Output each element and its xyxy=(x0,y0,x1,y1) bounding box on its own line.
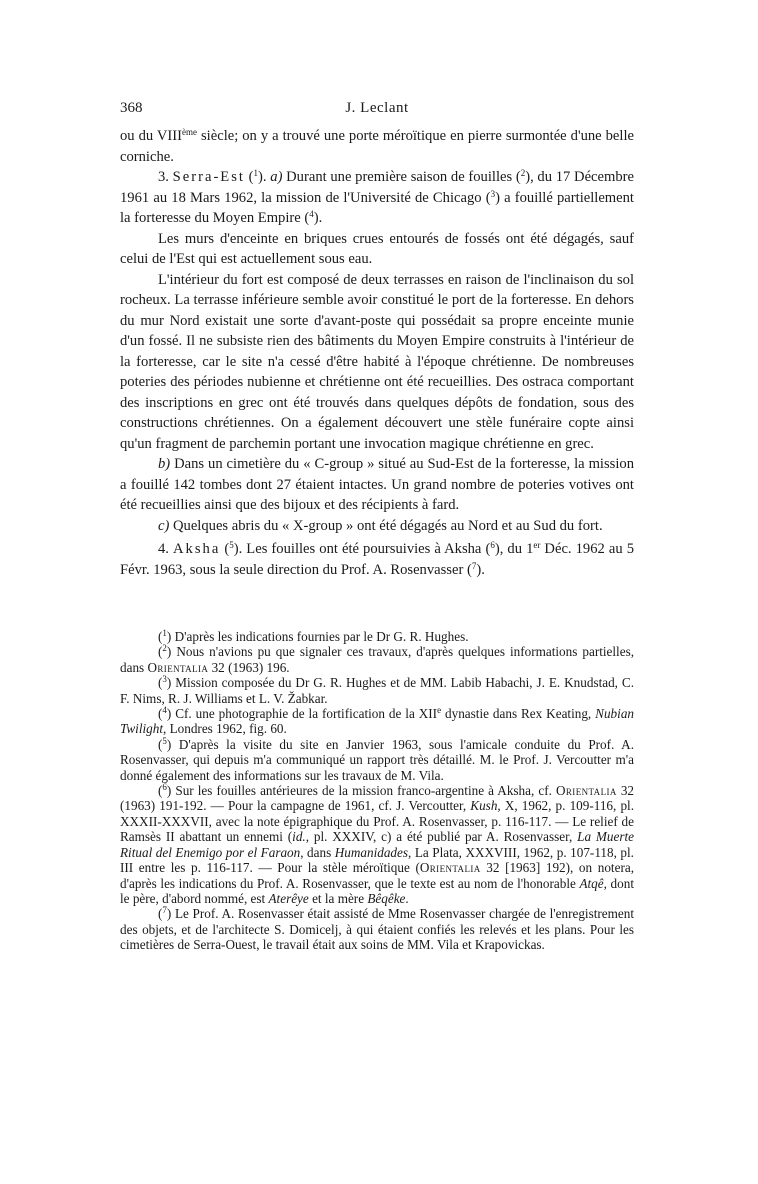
footnote-ref: 5 xyxy=(229,540,234,550)
paragraph-aksha: 4. Aksha ($^5$). Les fouilles ont été poursuivies à Aksha ($^6$), du 1er Déc. 1962 au 5 Févr. 1963, sous la seule direction du Prof. A. Rosenvasser ($^7$). xyxy=(120,540,635,578)
page-number: 368 xyxy=(120,100,143,116)
paragraph-walls: Les murs d'enceinte en briques crues entourés de fossés ont été dégagés, sauf celui de l'Est qui est actuellement sous eau. xyxy=(120,230,634,267)
footnote-ref: 2 xyxy=(520,168,526,178)
footnote-4: ($^4$) Cf. une photographie de la fortification de la XIIe dynastie dans Rex Keating, Nubian Twilight, Londres 1962, fig. 60. xyxy=(120,705,635,737)
footnote-ref: 1 xyxy=(253,168,259,178)
main-text xyxy=(120,126,634,580)
paragraph-serra-est: 3. Serra-Est ($^1$). a) Durant une première saison de fouilles ($^2$), du 17 Décembre 1961 au 18 Mars 1962, la mission de l'Université de Chicago ($^3$) a fouillé partiellement la forteresse du Moyen Empire ($^4$). xyxy=(120,168,634,226)
page-header xyxy=(120,100,634,124)
footnote-3: ($^3$) Mission composée du Dr G. R. Hughes et de MM. Labib Habachi, J. E. Knudstad, C. F. Nims, R. J. Williams et L. V. Žabkar. xyxy=(120,674,634,706)
footnote-1: ($^1$) D'après les indications fournies par le Dr G. R. Hughes. xyxy=(158,628,469,644)
footnote-7: ($^7$) Le Prof. A. Rosenvasser était assisté de Mme Rosenvasser chargée de l'enregistrement des objets, et de l'architecte S. Domicelj, à qui étaient confiés les relevés et les plans. Pour les cimetières de Serra-Ouest, le travail était aux soins de MM. Vila et Krapovickas. xyxy=(120,905,634,953)
footnote-ref: 4 xyxy=(309,209,314,219)
footnote-5: ($^5$) D'après la visite du site en Janvier 1963, sous l'amicale conduite du Prof. A. Rosenvasser, qui depuis m'a communiqué un rapport très détaillé. M. le Prof. J. Vercoutter m'a donné également des informations sur les travaux de M. Vila. xyxy=(120,735,634,783)
footnote-6: ($^6$) Sur les fouilles antérieures de la mission franco-argentine à Aksha, cf. Orientalia 32 (1963) 191-192. — Pour la campagne de 1961, cf. J. Vercoutter, Kush, X, 1962, p. 109-116, pl. XXXII-XXXVII, avec la note épigraphique du Prof. A. Rosenvasser, p. 116-117. — Le relief de Ramsès II abattant un ennemi (id., pl. XXXIV, c) a été publié par A. Rosenvasser, La Muerte Ritual del Enemigo por el Faraon, dans Humanidades, La Plata, XXXVIII, 1962, p. 107-118, pl. III entre les p. 116-117. — Pour la stèle méroïtique (Orientalia 32 [1963] 192), on notera, d'après les indications du Prof. A. Rosenvasser, que le texte est au nom de l'honorable Atqê, dont le père, d'abord nommé, est Aterêye et la mère Bêqêke. xyxy=(120,782,635,906)
paragraph-continuation: ou du VIIIème siècle; on y a trouvé une porte méroïtique en pierre surmontée d'une belle corniche. xyxy=(120,127,634,165)
section-title-aksha: Aksha xyxy=(173,541,221,557)
paragraph-interior: L'intérieur du fort est composé de deux terrasses en raison de l'inclinaison du sol rocheux. La terrasse inférieure semble avoir constitué le port de la forteresse. En dehors du mur Nord existait une sorte d'avant-poste qui possédait sa propre enceinte munie d'un fossé. Il ne subsiste rien des bâtiments du Moyen Empire construits à l'intérieur de la forteresse, car le site n'a cessé d'être habité à l'époque chrétienne. De nombreuses poteries des périodes nubienne et chrétienne ont été recueillies. Des ostraca comportant des inscriptions en grec ont été trouvés dans quelques dépôts de fondation, sous des constructions chrétiennes. On a également découvert une stèle funéraire copte ainsi qu'un fragment de parchemin portant une invocation magique chrétienne en grec. xyxy=(120,271,634,452)
footnotes xyxy=(120,629,634,953)
section-title-serra-est: Serra-Est xyxy=(172,169,245,185)
paragraph-x-group: c) Quelques abris du « X-group » ont été dégagés au Nord et au Sud du fort. xyxy=(158,517,603,534)
footnote-ref: 7 xyxy=(471,560,477,571)
footnote-ref: 3 xyxy=(490,188,496,199)
running-title: J. Leclant xyxy=(345,100,409,116)
footnote-ref: 6 xyxy=(490,540,495,550)
footnote-2: ($^2$) Nous n'avions pu que signaler ces travaux, d'après quelques informations partielles, dans Orientalia 32 (1963) 196. xyxy=(120,643,634,675)
paragraph-c-group: b) Dans un cimetière du « C-group » situé au Sud-Est de la forteresse, la mission a fouillé 142 tombes dont 27 étaient intactes. Un grand nombre de poteries votives ont été recueillies ainsi que des bijoux et des récipients à fard. xyxy=(120,456,634,513)
